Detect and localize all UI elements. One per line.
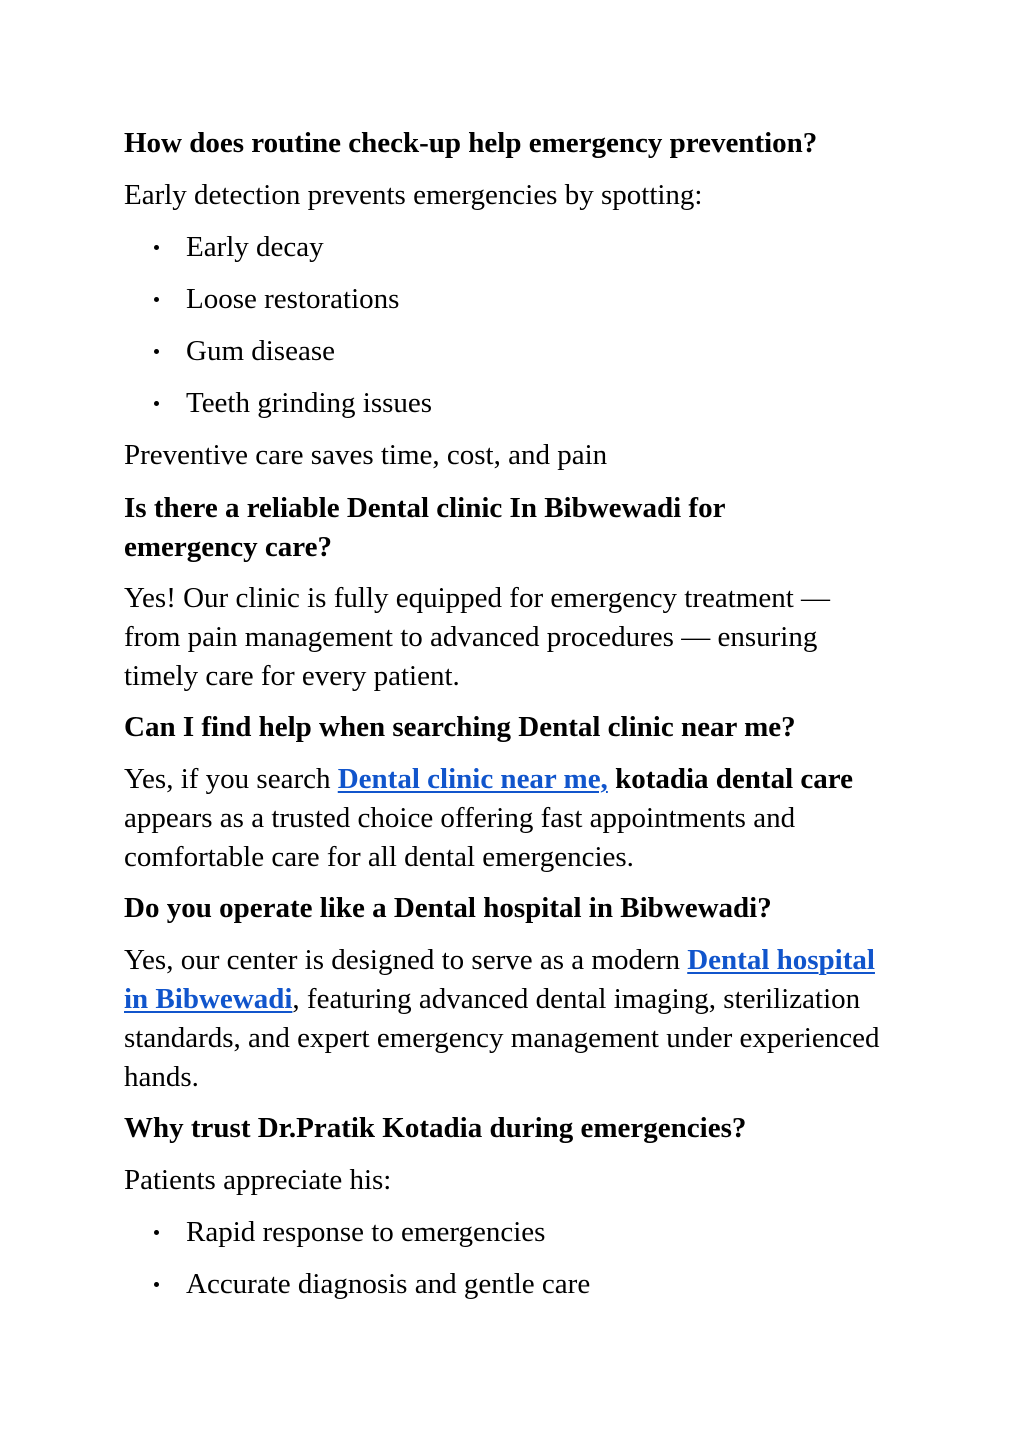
bold-text: kotadia dental care [607,763,853,795]
dental-hospital-link[interactable]: Dental hospital in Bibwewadi [124,944,875,1015]
list-item-text: Early decay [186,231,324,263]
paragraph: Patients appreciate his: [124,1164,392,1196]
paragraph [124,941,884,1097]
text: Yes, if you search [124,763,338,795]
list-item [186,280,399,319]
list-item-text: Loose restorations [186,283,400,315]
faq-heading: Do you operate like a Dental hospital in Bibwewadi? [124,892,772,924]
bullet-icon [154,349,159,354]
list-item [186,1213,545,1252]
bullet-icon [154,1282,159,1287]
paragraph: Preventive care saves time, cost, and pain [124,439,608,471]
paragraph [124,760,864,877]
bullet-icon [154,1230,159,1235]
text: Yes, our center is designed to serve as a modern [124,944,688,976]
faq-heading: Is there a reliable Dental clinic In Bibwewadi for emergency care? [124,492,725,563]
list-item [186,332,335,371]
bullet-icon [154,401,159,406]
list-item-text: Teeth grinding issues [186,387,433,419]
bullet-icon [154,297,159,302]
paragraph: Early detection prevents emergencies by spotting: [124,179,703,211]
list-item-text: Accurate diagnosis and gentle care [186,1268,591,1300]
dental-clinic-near-me-link[interactable]: Dental clinic near me, [337,763,608,795]
text: , featuring advanced dental imaging, sterilization standards, and expert emergency management under experienced hands. [124,983,880,1093]
paragraph: Yes! Our clinic is fully equipped for emergency treatment — from pain management to advanced procedures — ensuring timely care for every patient. [124,582,831,692]
list-item-text: Rapid response to emergencies [186,1216,546,1248]
list-item [186,384,432,423]
faq-heading: Why trust Dr.Pratik Kotadia during emergencies? [124,1112,747,1144]
faq-heading: How does routine check-up help emergency prevention? [124,127,818,159]
text: appears as a trusted choice offering fast appointments and comfortable care for all dental emergencies. [124,802,796,873]
faq-heading: Can I find help when searching Dental clinic near me? [124,711,796,743]
list-item [186,228,324,267]
list-item-text: Gum disease [186,335,335,367]
list-item [186,1265,590,1304]
bullet-icon [154,245,159,250]
